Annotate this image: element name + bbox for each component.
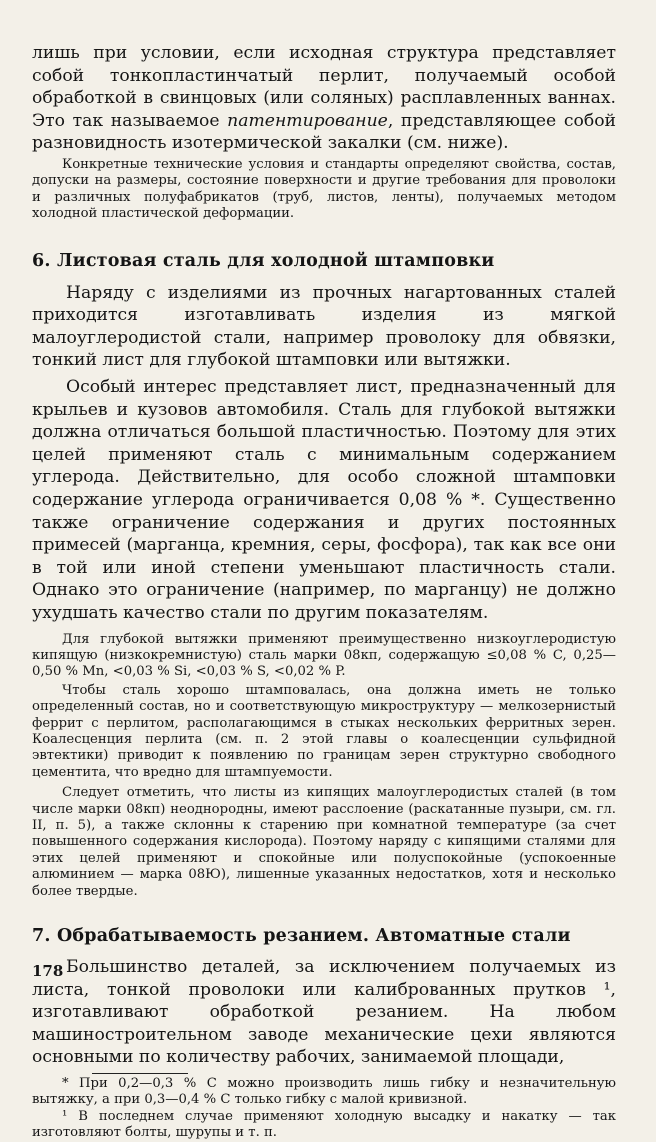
section-6-small-1: Для глубокой вытяжки применяют преимущественно низкоуглеродистую кипящую (низкокремнистую) сталь марки 08кп, содержащую ≤0,08 % C, 0,25—0,50 % Mn, <0,03 % Si, <0,03 % S, <0,02 % P. [32, 631, 616, 680]
section-6-small-2: Чтобы сталь хорошо штамповалась, она должна иметь не только определенный состав, но и соответствующую микроструктуру — мелкозернистый феррит с перлитом, располагающимся в стыках нескольких ферритных зерен. Коалесценция перлита (см. п. 2 этой главы о коалесценции сульфидной эвтектики) приводит к появлению по границам зерен структурно свободного цементита, что вредно для штампуемости. [32, 682, 616, 780]
section-6-small-3: Следует отметить, что листы из кипящих малоуглеродистых сталей (в том числе марки 08кп) неоднородны, имеют расслоение (раскатанные пузыри, см. гл. II, п. 5), а также склонны к старению при комнатной температуре (за счет повышенного содержания кислорода). Поэтому наряду с кипящими сталями для этих целей применяют и спокойные или полуспокойные (успокоенные алюминием — марка 08Ю), лишенные указанных недостатков, хотя и несколько более твердые. [32, 785, 616, 899]
section-6-paragraph-2: Особый интерес представляет лист, предназначенный для крыльев и кузовов автомобиля. Сталь для глубокой вытяжки должна отличаться большой пластичностью. Поэтому для этих целей применяют сталь с минимальным содержанием углерода. Действительно, для особо сложной штамповки содержание углерода ограничивается 0,08 % *. Существенно также ограничение содержания и других постоянных примесей (марганца, кремния, серы, фосфора), так как все они в той или иной степени уменьшают пластичность стали. Однако это ограничение (например, по марганцу) не должно ухудшать качество стали по другим показателям. [32, 376, 616, 623]
section-7-paragraph-1: Большинство деталей, за исключением получаемых из листа, тонкой проволоки или калиброванных прутков ¹, изготавливают обработкой резанием. На любом машиностроительном заводе механические цехи являются основными по количеству рабочих, занимаемой площади, [32, 957, 616, 1068]
italic-term: патентирование [227, 110, 388, 131]
page-number: 178 [32, 962, 64, 980]
intro-small-paragraph: Конкретные технические условия и стандарты определяют свойства, состав, допуски на размеры, состояние поверхности и другие требования для проволоки и различных полуфабрикатов (труб, листов, ленты), получаемых методом холодной пластической деформации. [32, 156, 616, 222]
footnote-divider [92, 1073, 188, 1074]
section-7-heading: 7. Обрабатываемость резанием. Автоматные стали [32, 926, 571, 946]
section-6-paragraph-1: Наряду с изделиями из прочных нагартованных сталей приходится изготавливать изделия из мягкой малоуглеродистой стали, например проволоку для обвязки, тонкий лист для глубокой штамповки или вытяжки. [32, 282, 616, 371]
page-body [32, 42, 616, 1142]
footnote-star: * При 0,2—0,3 % C можно производить лишь гибку и незначительную вытяжку, а при 0,3—0,4 % C только гибку с малой кривизной. [32, 1075, 616, 1108]
footnote-one: ¹ В последнем случае применяют холодную высадку и накатку — так изготовляют болты, шурупы и т. п. [32, 1108, 616, 1141]
intro-paragraph: лишь при условии, если исходная структура представляет собой тонкопластинчатый перлит, получаемый особой обработкой в свинцовых (или соляных) расплавленных ваннах. Это так называемое патентирование, представляющее собой разновидность изотермической закалки (см. ниже). [32, 43, 616, 154]
section-6-heading: 6. Листовая сталь для холодной штамповки [32, 250, 495, 271]
